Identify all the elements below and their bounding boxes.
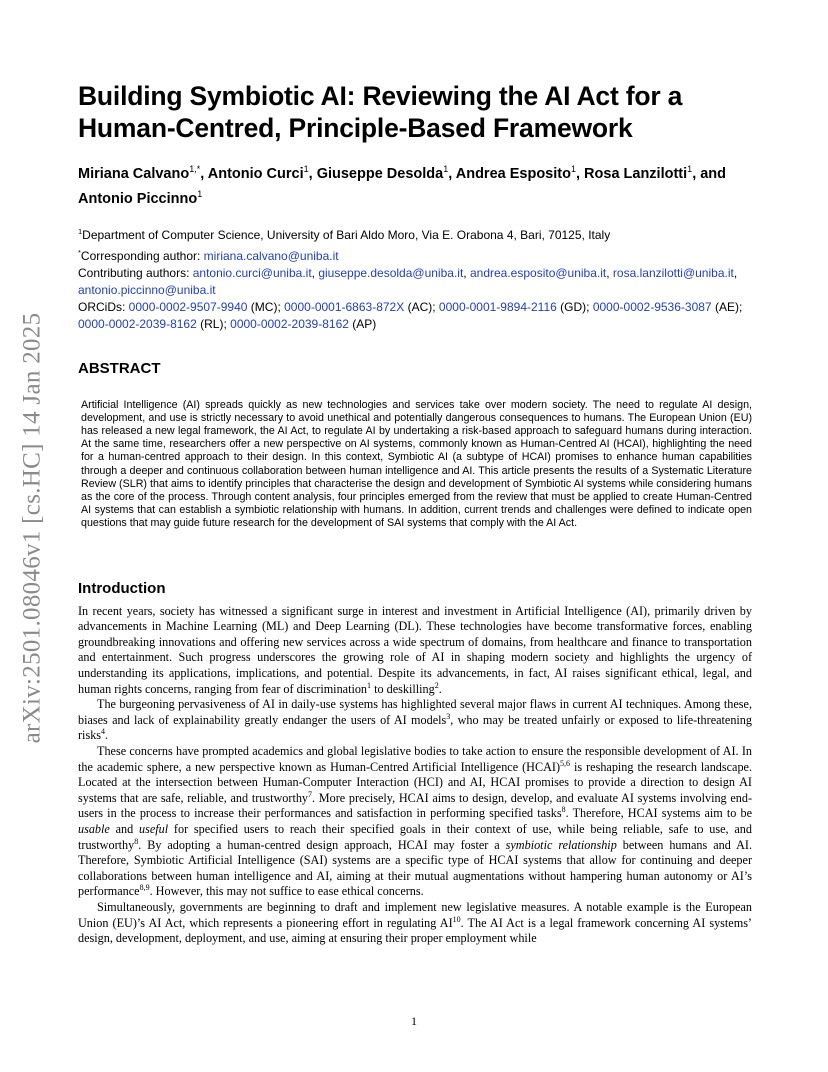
corresponding-marker: * [78, 247, 81, 257]
body-paragraph: Simultaneously, governments are beginning to draft and implement new legislative measures. A notable example is the European Union (EU)’s AI Act, which represents a pioneering effort in regulating AI$^{10}$. The AI Act is a legal framework concerning AI systems’ design, development, deployment, and use, aiming at ensuring their proper employment while [78, 899, 752, 946]
affiliation-text: Department of Computer Science, University of Bari Aldo Moro, Via E. Orabona 4, Bari, 70125, Italy [82, 227, 611, 242]
author-name: Rosa Lanzilotti [584, 165, 688, 182]
body-paragraph: In recent years, society has witnessed a significant surge in interest and investment in Artificial Intelligence (AI), primarily driven by advancements in Machine Learning (ML) and Deep Learning (DL). These technologies have become transformative forces, enabling groundbreaking innovations and offering new services across a wide spectrum of domains, from healthcare and finance to transportation and entertainment. Such progress underscores the growing role of AI in shaping modern society and highlights the urgency of understanding its applications, implications, and potential. Despite its advancements, in fact, AI raises significant ethical, legal, and human rights concerns, ranging from fear of discrimination$^1$ to deskilling$^2$. [78, 603, 752, 696]
corresponding-author-line [78, 244, 752, 265]
citation-ref[interactable]: 8 [134, 836, 139, 846]
orcid-initials: (AC) [407, 299, 433, 314]
body-paragraph: These concerns have prompted academics and global legislative bodies to take action to ensure the responsible development of AI. In the academic sphere, a new perspective known as Human-Centred Artificial Intelligence (HCAI)$^{5,6}$ is reshaping the research landscape. Located at the intersection between Human-Computer Interaction (HCI) and AI, HCAI promises to provide a direction to design AI systems that are safe, reliable, and trustworthy$^7$. More precisely, HCAI aims to design, develop, and evaluate AI systems involving end-users in the process to increase their performances and satisfaction in performing specified tasks$^8$. Therefore, HCAI systems aim to be usable and useful for specified users to reach their specified goals in their context of use, while being reliable, safe to use, and trustworthy$^8$. By adopting a human-centred design approach, HCAI may foster a symbiotic relationship between humans and AI. Therefore, Symbiotic Artificial Intelligence (SAI) systems are a specific type of HCAI systems that allow for continuing and deeper collaborations between human intelligence and AI, aiming at their mutual augmentations without hampering human autonomy or AI’s performance$^{8,9}$. However, this may not suffice to ease ethical concerns. [78, 744, 753, 899]
contributing-label: Contributing authors: [78, 265, 193, 280]
author-email-link[interactable]: antonio.piccinno@uniba.it [78, 282, 216, 297]
author-name: Andrea Esposito [455, 165, 571, 182]
corresponding-label: Corresponding author: [80, 248, 204, 263]
author-affiliation-marker: 1 [197, 188, 203, 199]
abstract-text: Artificial Intelligence (AI) spreads quickly as new technologies and services take over modern society. The need to regulate AI design, development, and use is strictly necessary to avoid unethical and potentially dangerous consequences to humans. The European Union (EU) has released a new legal framework, the AI Act, to regulate AI by undertaking a risk-based approach to safeguard humans during interaction. At the same time, researchers offer a new perspective on AI systems, commonly known as Human-Centred AI (HCAI), highlighting the need for a human-centred approach to their design. In this context, Symbiotic AI (a subtype of HCAI) promises to enhance human capabilities through a deeper and continuous collaboration between human intelligence and AI. This article presents the results of a Systematic Literature Review (SLR) that aims to identify principles that characterise the design and development of Symbiotic AI systems while considering humans as the core of the process. Through content analysis, four principles emerged from the review that must be applied to create Human-Centred AI systems that can establish a symbiotic relationship with humans. In addition, current trends and challenges were defined to indicate open questions that may guide future research for the development of SAI systems that comply with the AI Act. [81, 398, 752, 530]
orcid-initials: (RL) [200, 316, 224, 331]
orcid-link[interactable]: 0000-0002-9507-9940 [128, 299, 248, 314]
citation-ref[interactable]: 7 [308, 789, 313, 799]
citation-ref[interactable]: 1 [367, 680, 372, 690]
emphasis-text: useful [139, 822, 169, 836]
emphasis-text: symbiotic relationship [505, 837, 617, 852]
citation-ref[interactable]: 10 [452, 914, 461, 924]
orcid-link[interactable]: 0000-0002-9536-3087 [592, 299, 712, 314]
orcid-link[interactable]: 0000-0002-2039-8162 [230, 316, 349, 331]
orcid-link[interactable]: 0000-0002-2039-8162 [78, 316, 197, 331]
citation-ref[interactable]: 5,6 [560, 758, 571, 768]
arxiv-identifier: arXiv:2501.08046v1 [cs.HC] 14 Jan 2025 [18, 312, 46, 744]
paper-page [78, 80, 752, 947]
page-number: 1 [411, 1014, 417, 1028]
citation-ref[interactable]: 8,9 [139, 883, 150, 893]
author-affiliation-marker: 1 [570, 164, 576, 174]
affiliation-line [78, 223, 752, 244]
paper-title: Building Symbiotic AI: Reviewing the AI Act for a Human-Centred, Principle-Based Framework [78, 81, 683, 143]
contributing-authors-line: Contributing authors: antonio.curci@uniba.it, giuseppe.desolda@uniba.it, andrea.esposito@uniba.it, rosa.lanzilotti@uniba.it, antonio.piccinno@uniba.it [78, 265, 738, 297]
introduction-heading: Introduction [78, 579, 166, 597]
author-name: Miriana Calvano [78, 165, 190, 182]
author-list: Miriana Calvano$^{1,*}$, Antonio Curci$^1$, Giuseppe Desolda$^1$, Andrea Esposito$^1$, Rosa Lanzilotti$^1$, and Antonio Piccinno$^1$ [78, 164, 727, 207]
orcid-link[interactable]: 0000-0001-9894-2116 [438, 299, 557, 314]
orcid-initials: (AE) [714, 299, 739, 314]
orcid-label: ORCiDs: [78, 299, 129, 314]
citation-ref[interactable]: 2 [434, 680, 439, 690]
citation-ref[interactable]: 4 [101, 727, 106, 737]
orcid-initials: (GD) [560, 299, 587, 314]
author-email-link[interactable]: andrea.esposito@uniba.it [469, 265, 607, 280]
author-affiliation-marker: 1 [687, 164, 693, 174]
citation-ref[interactable]: 3 [446, 711, 451, 721]
citation-ref[interactable]: 8 [561, 805, 566, 815]
author-name: Antonio Curci [207, 165, 304, 182]
author-name: Antonio Piccinno [78, 190, 198, 207]
corresponding-email-link[interactable]: miriana.calvano@uniba.it [203, 248, 339, 263]
author-affiliation-marker: 1 [443, 164, 449, 174]
orcid-link[interactable]: 0000-0001-6863-872X [284, 299, 405, 314]
arxiv-side-stamp [12, 298, 52, 758]
author-name: Giuseppe Desolda [316, 165, 444, 182]
abstract-heading: ABSTRACT [78, 359, 161, 377]
introduction-body [78, 604, 752, 947]
orcid-initials: (MC) [250, 299, 278, 314]
author-email-link[interactable]: rosa.lanzilotti@uniba.it [612, 265, 734, 280]
affiliations-block [78, 223, 752, 333]
author-email-link[interactable]: giuseppe.desolda@uniba.it [318, 265, 464, 280]
orcid-line: ORCiDs: 0000-0002-9507-9940 (MC); 0000-0001-6863-872X (AC); 0000-0001-9894-2116 (GD); 0000-0002-9536-3087 (AE); 0000-0002-2039-8162 (RL); 0000-0002-2039-8162 (AP) [78, 299, 743, 331]
author-affiliation-marker: 1,* [189, 164, 201, 174]
author-email-link[interactable]: antonio.curci@uniba.it [192, 265, 312, 280]
affiliation-marker: 1 [78, 226, 83, 236]
orcid-initials: (AP) [352, 316, 377, 331]
author-affiliation-marker: 1 [303, 164, 309, 174]
body-paragraph: The burgeoning pervasiveness of AI in daily-use systems has highlighted several major flaws in current AI techniques. Among these, biases and lack of explainability greatly endanger the users of AI models$^3$, who may be treated unfairly or exposed to life-threatening risks$^4$. [78, 697, 752, 743]
emphasis-text: usable [78, 822, 110, 836]
